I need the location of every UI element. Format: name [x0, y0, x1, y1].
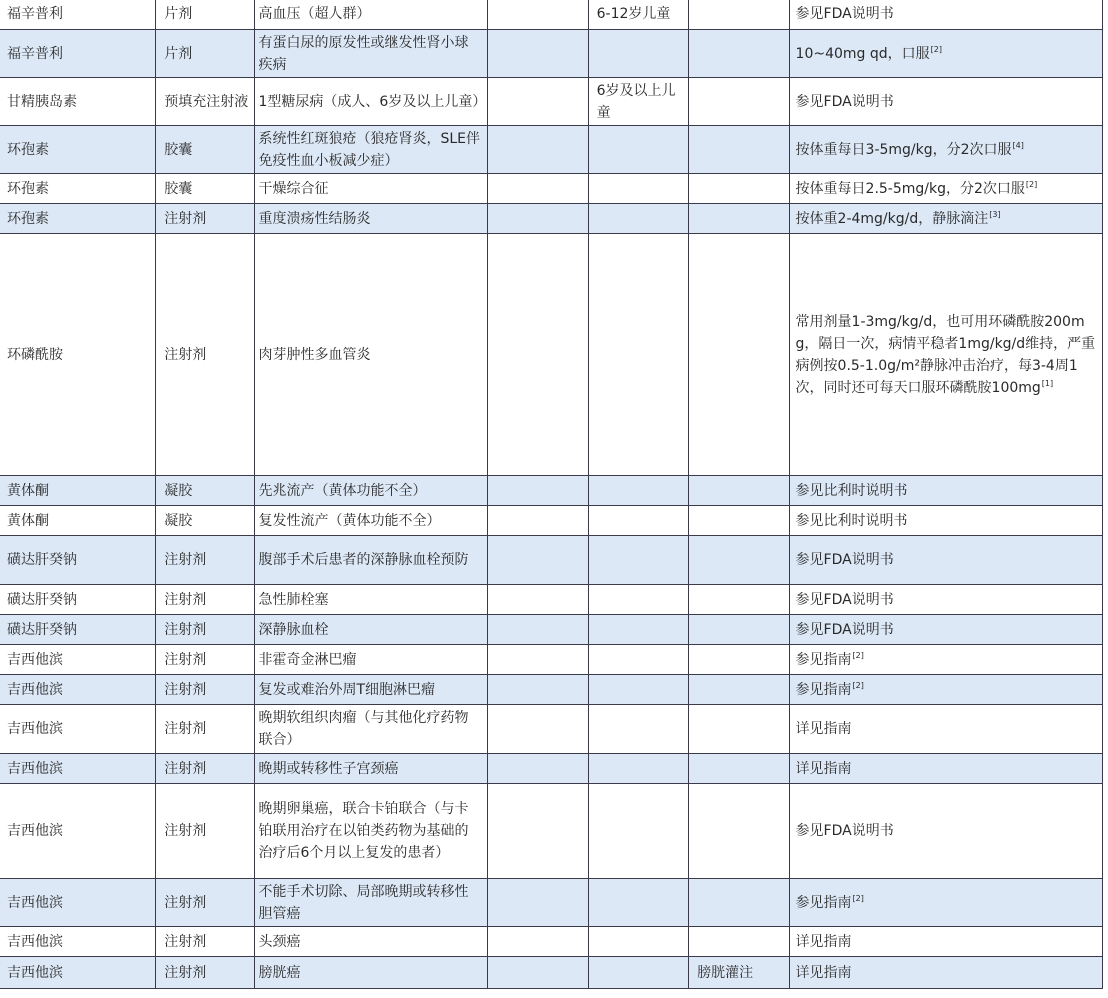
cell-text: 急性肺栓塞: [258, 591, 329, 608]
cell-text: 磺达肝癸钠: [7, 591, 77, 608]
table-row: [0, 174, 1103, 204]
table-row: [0, 675, 1103, 705]
cell-age-group: [588, 645, 688, 675]
cell-dosage: [789, 234, 1102, 476]
cell-text: 详见指南: [795, 964, 852, 981]
cell-dosage-form: [156, 30, 254, 78]
cell-drug-name: [0, 675, 156, 705]
cell-text: 按体重每日3-5mg/kg，分2次口服: [795, 141, 1012, 158]
cell-route: [689, 536, 789, 585]
table-row: [0, 506, 1103, 536]
cell-col4: [488, 30, 588, 78]
cell-route: [689, 645, 789, 675]
cell-dosage: [789, 754, 1102, 784]
citation-ref: [2]: [930, 44, 942, 54]
cell-age-group: [588, 957, 688, 989]
cell-dosage-form: [156, 234, 254, 476]
cell-text: 注射剂: [164, 760, 207, 777]
cell-indication: [254, 754, 488, 784]
cell-route: [689, 705, 789, 754]
cell-text: 膀胱癌: [258, 964, 301, 981]
cell-text: 注射剂: [164, 621, 207, 638]
table-row: [0, 204, 1103, 234]
cell-col4: [488, 927, 588, 957]
cell-text: 6岁及以上儿童: [596, 82, 676, 121]
cell-text: 磺达肝癸钠: [7, 552, 77, 568]
cell-dosage-form: [156, 957, 254, 989]
cell-text: 先兆流产（黄体功能不全）: [258, 482, 427, 499]
table-row: [0, 234, 1103, 476]
cell-route: [689, 476, 789, 506]
cell-route: [689, 879, 789, 927]
cell-indication: [254, 879, 488, 927]
cell-age-group: [588, 784, 688, 879]
cell-route: [689, 957, 789, 989]
cell-drug-name: [0, 957, 156, 989]
citation-ref: [2]: [852, 680, 864, 690]
cell-dosage-form: [156, 174, 254, 204]
cell-text: 复发性流产（黄体功能不全）: [258, 512, 441, 529]
citation-ref: [2]: [852, 893, 864, 903]
cell-col4: [488, 879, 588, 927]
cell-drug-name: [0, 615, 156, 645]
cell-drug-name: [0, 705, 156, 754]
cell-drug-name: [0, 506, 156, 536]
cell-text: 参见指南: [795, 894, 852, 911]
table-row: [0, 705, 1103, 754]
cell-text: 晚期卵巢癌，联合卡铂联合（与卡铂联用治疗在以铂类药物为基础的治疗后6个月以上复发的患者）: [258, 801, 469, 861]
cell-text: 胶囊: [164, 180, 193, 197]
cell-dosage: [789, 174, 1102, 204]
cell-dosage-form: [156, 784, 254, 879]
cell-text: 头颈癌: [258, 933, 301, 950]
cell-col4: [488, 957, 588, 989]
cell-text: 黄体酮: [7, 482, 49, 499]
cell-indication: [254, 78, 488, 126]
cell-dosage-form: [156, 204, 254, 234]
cell-text: 环孢素: [7, 180, 49, 197]
cell-text: 吉西他滨: [7, 894, 63, 911]
cell-drug-name: [0, 754, 156, 784]
cell-dosage-form: [156, 675, 254, 705]
cell-dosage: [789, 927, 1102, 957]
table-row: [0, 0, 1103, 30]
table-row: [0, 585, 1103, 615]
cell-route: [689, 78, 789, 126]
cell-dosage-form: [156, 476, 254, 506]
cell-col4: [488, 585, 588, 615]
citation-ref: [2]: [1025, 179, 1038, 189]
cell-dosage: [789, 476, 1102, 506]
cell-route: [689, 585, 789, 615]
cell-text: 吉西他滨: [7, 933, 63, 950]
cell-indication: [254, 0, 488, 30]
cell-drug-name: [0, 126, 156, 174]
cell-dosage-form: [156, 585, 254, 615]
cell-drug-name: [0, 536, 156, 585]
cell-text: 按体重每日2.5-5mg/kg，分2次口服: [795, 180, 1025, 197]
table-row: [0, 957, 1103, 989]
cell-dosage-form: [156, 705, 254, 754]
cell-text: 预填充注射液: [164, 93, 249, 110]
cell-col4: [488, 174, 588, 204]
cell-text: 凝胶: [164, 482, 193, 499]
cell-text: 详见指南: [795, 721, 852, 737]
cell-col4: [488, 645, 588, 675]
cell-route: [689, 0, 789, 30]
cell-text: 参见比利时说明书: [795, 482, 908, 499]
cell-text: 注射剂: [164, 894, 207, 911]
cell-text: 高血压（超人群）: [258, 6, 371, 22]
cell-dosage-form: [156, 927, 254, 957]
cell-text: 有蛋白尿的原发性或继发性肾小球疾病: [258, 34, 469, 73]
cell-age-group: [588, 204, 688, 234]
cell-text: 参见FDA说明书: [795, 823, 894, 839]
cell-text: 参见指南: [795, 681, 852, 698]
table-row: [0, 78, 1103, 126]
table-row: [0, 879, 1103, 927]
cell-indication: [254, 506, 488, 536]
cell-text: 吉西他滨: [7, 721, 63, 737]
cell-text: 注射剂: [164, 964, 207, 981]
cell-text: 参见比利时说明书: [795, 512, 908, 529]
cell-text: 注射剂: [164, 933, 207, 950]
cell-text: 注射剂: [164, 651, 207, 668]
cell-dosage: [789, 957, 1102, 989]
cell-dosage: [789, 536, 1102, 585]
cell-text: 注射剂: [164, 552, 207, 568]
cell-dosage: [789, 585, 1102, 615]
cell-col4: [488, 615, 588, 645]
cell-text: 福辛普利: [7, 6, 63, 22]
cell-text: 按体重2-4mg/kg/d，静脉滴注: [795, 210, 989, 227]
cell-drug-name: [0, 585, 156, 615]
cell-indication: [254, 705, 488, 754]
cell-age-group: [588, 476, 688, 506]
cell-text: 环孢素: [7, 210, 49, 227]
cell-text: 10~40mg qd，口服: [795, 45, 930, 62]
cell-dosage: [789, 204, 1102, 234]
cell-text: 环磷酰胺: [7, 346, 63, 363]
cell-indication: [254, 927, 488, 957]
cell-route: [689, 754, 789, 784]
cell-age-group: [588, 705, 688, 754]
cell-text: 吉西他滨: [7, 651, 63, 668]
table-row: [0, 645, 1103, 675]
cell-text: 注射剂: [164, 210, 207, 227]
cell-age-group: [588, 0, 688, 30]
table-row: [0, 754, 1103, 784]
cell-text: 环孢素: [7, 141, 49, 158]
cell-col4: [488, 705, 588, 754]
cell-dosage-form: [156, 879, 254, 927]
cell-route: [689, 126, 789, 174]
cell-drug-name: [0, 0, 156, 30]
cell-indication: [254, 536, 488, 585]
cell-dosage-form: [156, 536, 254, 585]
table-row: [0, 126, 1103, 174]
cell-dosage: [789, 506, 1102, 536]
cell-col4: [488, 784, 588, 879]
cell-dosage-form: [156, 754, 254, 784]
cell-drug-name: [0, 78, 156, 126]
table-row: [0, 784, 1103, 879]
cell-route: [689, 927, 789, 957]
cell-drug-name: [0, 879, 156, 927]
cell-col4: [488, 126, 588, 174]
cell-drug-name: [0, 784, 156, 879]
table-row: [0, 615, 1103, 645]
cell-text: 凝胶: [164, 512, 193, 529]
cell-col4: [488, 675, 588, 705]
cell-dosage-form: [156, 0, 254, 30]
cell-col4: [488, 0, 588, 30]
cell-text: 常用剂量1-3mg/kg/d，也可用环磷酰胺200mg，隔日一次，病情平稳者1mg/kg/d维持，严重病例按0.5-1.0g/m²静脉冲击治疗，每3-4周1次，同时还可每天口服环磷酰胺100mg: [795, 313, 1096, 396]
cell-text: 甘精胰岛素: [7, 93, 77, 110]
cell-dosage-form: [156, 126, 254, 174]
cell-indication: [254, 957, 488, 989]
table-row: [0, 536, 1103, 585]
cell-dosage-form: [156, 78, 254, 126]
cell-text: 参见FDA说明书: [795, 552, 894, 568]
cell-dosage: [789, 705, 1102, 754]
cell-text: 片剂: [164, 45, 193, 62]
cell-col4: [488, 754, 588, 784]
cell-indication: [254, 645, 488, 675]
cell-text: 胶囊: [164, 141, 193, 158]
cell-dosage: [789, 126, 1102, 174]
cell-dosage: [789, 879, 1102, 927]
cell-indication: [254, 126, 488, 174]
cell-text: 肉芽肿性多血管炎: [258, 346, 371, 363]
cell-dosage-form: [156, 645, 254, 675]
cell-text: 参见指南: [795, 651, 852, 668]
cell-text: 注射剂: [164, 721, 207, 737]
cell-drug-name: [0, 476, 156, 506]
cell-indication: [254, 30, 488, 78]
cell-text: 详见指南: [795, 760, 852, 777]
cell-text: 注射剂: [164, 823, 207, 839]
cell-route: [689, 506, 789, 536]
cell-age-group: [588, 30, 688, 78]
cell-age-group: [588, 675, 688, 705]
cell-route: [689, 615, 789, 645]
cell-text: 吉西他滨: [7, 681, 63, 698]
cell-col4: [488, 476, 588, 506]
cell-dosage: [789, 0, 1102, 30]
cell-drug-name: [0, 204, 156, 234]
cell-drug-name: [0, 645, 156, 675]
cell-dosage: [789, 78, 1102, 126]
cell-text: 干燥综合征: [258, 180, 329, 197]
cell-text: 吉西他滨: [7, 823, 63, 839]
cell-drug-name: [0, 234, 156, 476]
citation-ref: [3]: [989, 209, 1001, 219]
cell-text: 6-12岁儿童: [596, 6, 671, 22]
cell-indication: [254, 615, 488, 645]
cell-age-group: [588, 78, 688, 126]
cell-indication: [254, 585, 488, 615]
cell-age-group: [588, 754, 688, 784]
cell-indication: [254, 784, 488, 879]
cell-age-group: [588, 536, 688, 585]
cell-dosage-form: [156, 615, 254, 645]
cell-text: 片剂: [164, 6, 193, 22]
cell-text: 不能手术切除、局部晚期或转移性胆管癌: [258, 883, 469, 922]
cell-age-group: [588, 126, 688, 174]
citation-ref: [2]: [852, 650, 864, 660]
cell-dosage: [789, 784, 1102, 879]
cell-dosage-form: [156, 506, 254, 536]
cell-route: [689, 784, 789, 879]
cell-route: [689, 234, 789, 476]
cell-indication: [254, 234, 488, 476]
cell-text: 1型糖尿病（成人、6岁及以上儿童）: [258, 93, 487, 110]
cell-text: 黄体酮: [7, 512, 49, 529]
cell-age-group: [588, 615, 688, 645]
cell-dosage: [789, 645, 1102, 675]
citation-ref: [1]: [1041, 378, 1054, 388]
cell-text: 磺达肝癸钠: [7, 621, 77, 638]
cell-age-group: [588, 174, 688, 204]
cell-text: 参见FDA说明书: [795, 6, 894, 22]
cell-text: 福辛普利: [7, 45, 63, 62]
cell-col4: [488, 78, 588, 126]
cell-col4: [488, 234, 588, 476]
cell-age-group: [588, 506, 688, 536]
cell-age-group: [588, 879, 688, 927]
cell-indication: [254, 675, 488, 705]
cell-age-group: [588, 585, 688, 615]
cell-text: 详见指南: [795, 933, 852, 950]
cell-route: [689, 30, 789, 78]
table-row: [0, 927, 1103, 957]
cell-col4: [488, 536, 588, 585]
cell-text: 晚期软组织肉瘤（与其他化疗药物联合）: [258, 710, 469, 748]
cell-col4: [488, 204, 588, 234]
cell-text: 系统性红斑狼疮（狼疮肾炎，SLE伴免疫性血小板减少症）: [258, 130, 481, 169]
cell-text: 非霍奇金淋巴瘤: [258, 651, 357, 668]
table-row: [0, 476, 1103, 506]
cell-col4: [488, 506, 588, 536]
cell-route: [689, 174, 789, 204]
cell-age-group: [588, 927, 688, 957]
cell-dosage: [789, 615, 1102, 645]
cell-text: 吉西他滨: [7, 760, 63, 777]
cell-text: 吉西他滨: [7, 964, 63, 981]
cell-dosage: [789, 675, 1102, 705]
cell-age-group: [588, 234, 688, 476]
cell-text: 晚期或转移性子宫颈癌: [258, 760, 399, 777]
cell-text: 复发或难治外周T细胞淋巴瘤: [258, 681, 436, 698]
cell-text: 注射剂: [164, 681, 207, 698]
cell-drug-name: [0, 927, 156, 957]
cell-indication: [254, 174, 488, 204]
cell-drug-name: [0, 174, 156, 204]
cell-drug-name: [0, 30, 156, 78]
cell-text: 腹部手术后患者的深静脉血栓预防: [258, 552, 469, 568]
cell-text: 参见FDA说明书: [795, 621, 894, 638]
cell-text: 重度溃疡性结肠炎: [258, 210, 371, 227]
cell-text: 注射剂: [164, 346, 207, 363]
cell-route: [689, 675, 789, 705]
cell-indication: [254, 204, 488, 234]
cell-text: 注射剂: [164, 591, 207, 608]
cell-text: 膀胱灌注: [697, 964, 754, 981]
cell-dosage: [789, 30, 1102, 78]
table-row: [0, 30, 1103, 78]
cell-text: 参见FDA说明书: [795, 591, 894, 608]
cell-text: 参见FDA说明书: [795, 93, 894, 110]
cell-indication: [254, 476, 488, 506]
cell-route: [689, 204, 789, 234]
citation-ref: [4]: [1012, 140, 1024, 150]
cell-text: 深静脉血栓: [258, 621, 329, 638]
